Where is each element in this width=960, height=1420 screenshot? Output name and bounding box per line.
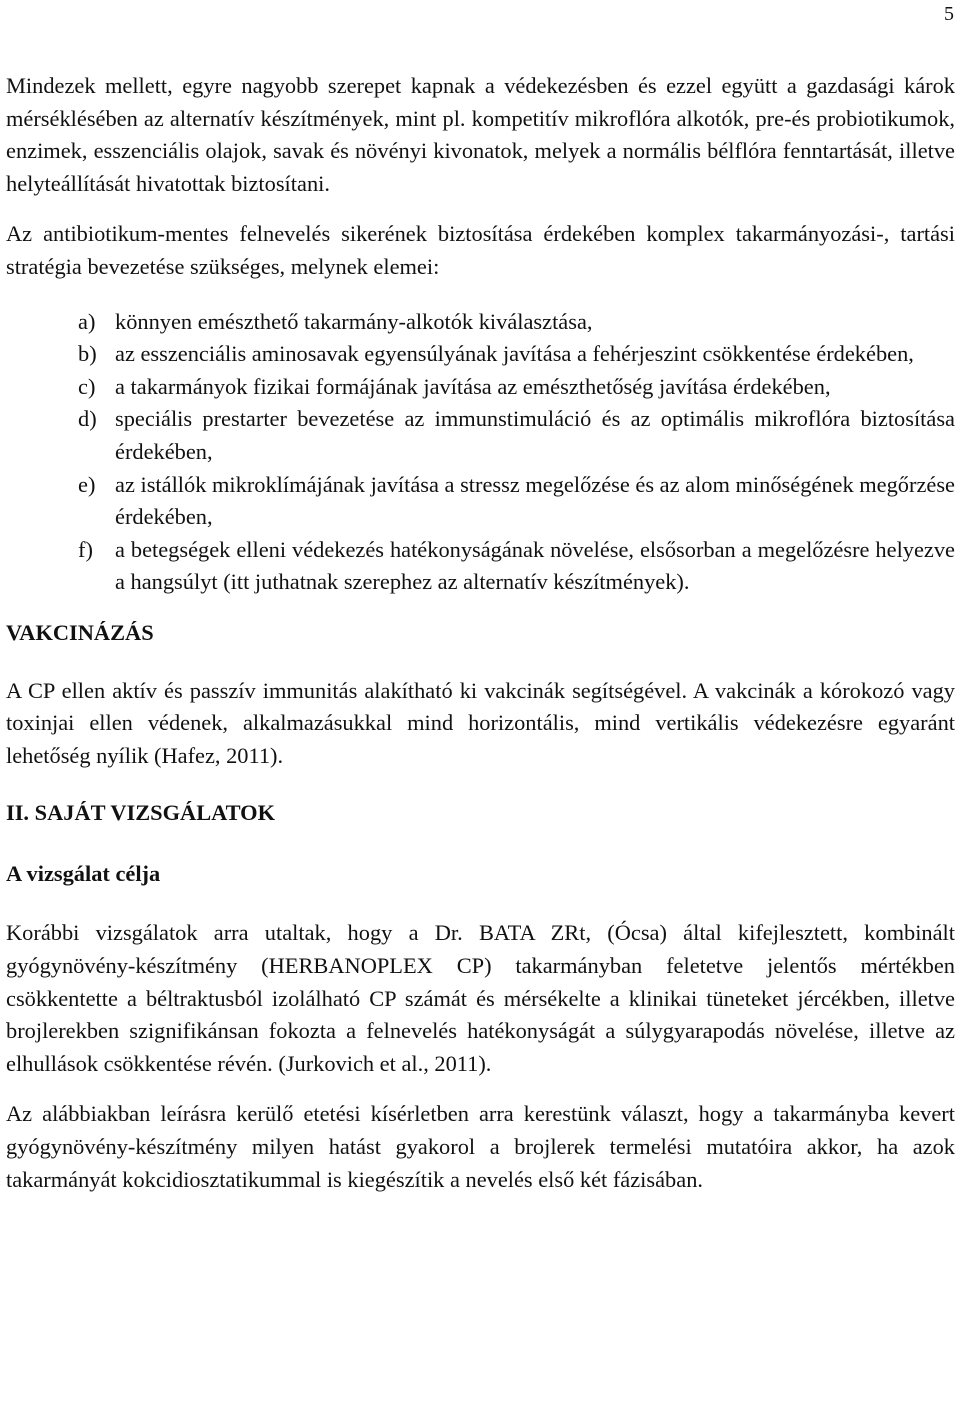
page-number: 5 bbox=[944, 3, 954, 25]
list-item-text: az esszenciális aminosavak egyensúlyának javítása a fehérjeszint csökkentése érdekében, bbox=[115, 341, 914, 367]
list-item-marker: b) bbox=[78, 341, 97, 367]
strategy-elements-list bbox=[6, 306, 955, 599]
list-item-text: speciális prestarter bevezetése az immunstimuláció és az optimális mikroflóra biztosítása érdekében, bbox=[115, 406, 955, 464]
list-item-text: könnyen emészthető takarmány-alkotók kiválasztása, bbox=[115, 308, 593, 334]
list-item-marker: d) bbox=[78, 406, 97, 432]
list-item-marker: e) bbox=[78, 471, 96, 497]
vaccination-heading: VAKCINÁZÁS bbox=[6, 619, 154, 645]
list-item-marker: f) bbox=[78, 536, 93, 562]
list-item-text: az istállók mikroklímájának javítása a stressz megelőzése és az alom minőségének megőrzése érdekében, bbox=[115, 471, 955, 530]
list-item-text: a betegségek elleni védekezés hatékonyságának növelése, elsősorban a megelőzésre helyezve a hangsúlyt (itt juthatnak szerephez az alternatív készítmények). bbox=[115, 536, 955, 595]
list-item-text: a takarmányok fizikai formájának javítása az emészthetőség javítása érdekében, bbox=[115, 373, 831, 399]
section-heading: II. SAJÁT VIZSGÁLATOK bbox=[6, 800, 275, 826]
list-item-marker: c) bbox=[78, 373, 96, 399]
list-item bbox=[78, 403, 955, 468]
strategy-paragraph: Az antibiotikum-mentes felnevelés sikerének biztosítása érdekében komplex takarmányozási-, tartási stratégia bevezetése szükséges, melynek elemei: bbox=[6, 221, 955, 279]
list-item-marker: a) bbox=[78, 308, 96, 334]
study-goal-paragraph-1: Korábbi vizsgálatok arra utaltak, hogy a Dr. BATA ZRt, (Ócsa) által kifejlesztett, kombinált gyógynövény-készítmény (HERBANOPLEX CP) takarmányban feletetve jelentős mértékben csökkentette a béltraktusból izolálható CP számát és mérsékelte a klinikai tüneteket jércékben, illetve brojlerekben szignifikánsan fokozta a felnevelés hatékonyságát a súlygyarapodás növelése, illetve az elhullások csökkentése révén. (Jurkovich et al., 2011). bbox=[6, 920, 955, 1076]
study-goal-heading: A vizsgálat célja bbox=[6, 860, 161, 886]
intro-paragraph: Mindezek mellett, egyre nagyobb szerepet kapnak a védekezésben és ezzel együtt a gazdasági károk mérséklésében az alternatív készítmények, mint pl. kompetitív mikroflóra alkotók, pre-és probiotikumok, enzimek, esszenciális olajok, savak és növényi kivonatok, melyek a normális bélflóra fenntartását, illetve helyteállítását hivatottak biztosítani. bbox=[6, 73, 955, 196]
page-content bbox=[6, 70, 955, 1196]
list-item bbox=[78, 534, 955, 599]
list-item bbox=[78, 469, 955, 534]
study-goal-paragraph-2: Az alábbiakban leírásra kerülő etetési kísérletben arra kerestünk választ, hogy a takarmányba kevert gyógynövény-készítmény milyen hatást gyakorol a brojlerek termelési mutatóira akkor, ha azok takarmányát kokcidiosztatikummal is kiegészítik a nevelés első két fázisában. bbox=[6, 1101, 955, 1192]
list-item bbox=[78, 306, 955, 339]
list-item bbox=[78, 338, 955, 371]
vaccination-paragraph: A CP ellen aktív és passzív immunitás alakítható ki vakcinák segítségével. A vakcinák a kórokozó vagy toxinjai ellen védenek, alkalmazásukkal mind horizontális, mind vertikális védekezésre egyaránt lehetőség nyílik (Hafez, 2011). bbox=[6, 677, 955, 768]
list-item bbox=[78, 371, 955, 404]
